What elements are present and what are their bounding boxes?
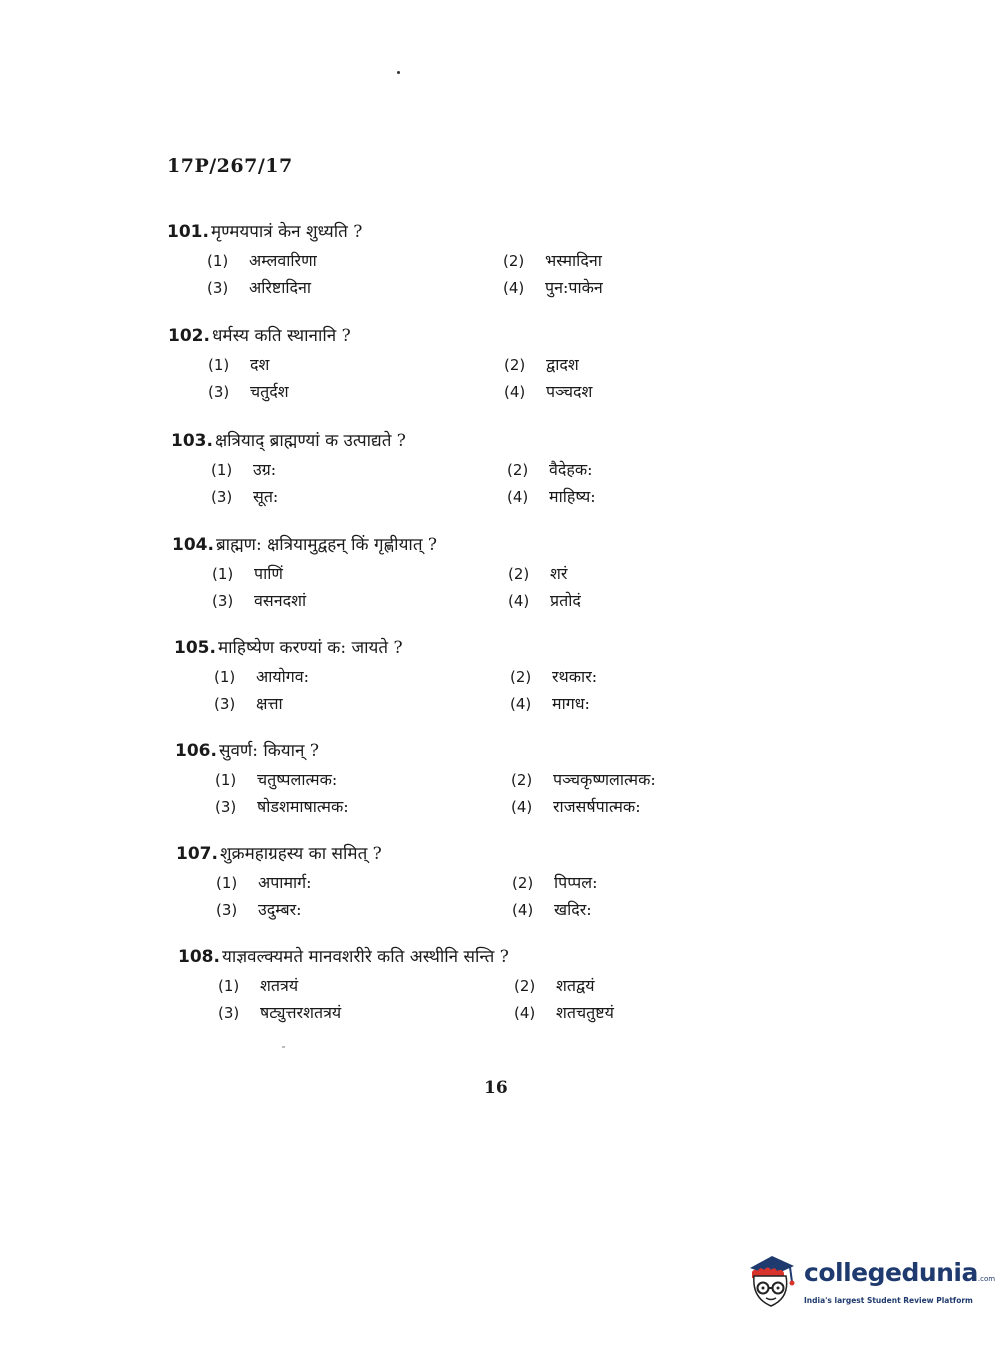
option-number: (2) — [507, 461, 529, 479]
answer-option — [508, 561, 567, 587]
question-item — [178, 943, 738, 1022]
option-number: (1) — [211, 461, 233, 479]
answer-option — [216, 870, 312, 896]
answer-option — [512, 870, 598, 896]
question-number: 105. — [174, 638, 216, 658]
option-number: (1) — [215, 771, 237, 789]
question-line — [167, 218, 727, 246]
option-text: सूत: — [253, 487, 279, 506]
answer-option — [510, 664, 597, 690]
option-text: पुन:पाकेन — [545, 278, 603, 297]
answer-option — [211, 457, 276, 483]
brand-name: collegedunia.com — [804, 1258, 996, 1287]
question-item — [171, 427, 731, 506]
answer-option — [507, 457, 593, 483]
answer-option — [504, 352, 579, 378]
answer-option — [507, 484, 596, 510]
option-text: पञ्चदश — [546, 382, 593, 401]
answer-option — [216, 897, 302, 923]
option-number: (1) — [212, 565, 234, 583]
option-text: अरिष्टादिना — [249, 278, 312, 297]
answer-option — [503, 248, 602, 274]
question-text: शुक्रमहाग्रहस्य का समित् ? — [219, 844, 382, 864]
option-number: (3) — [215, 798, 237, 816]
question-line — [171, 427, 731, 455]
question-number: 101. — [167, 222, 209, 242]
option-text: चतुष्पलात्मक: — [257, 770, 338, 789]
question-text: माहिष्येण करण्यां क: जायते ? — [217, 638, 403, 658]
question-text: ब्राह्मण: क्षत्रियामुद्वहन् किं गृह्णीयात् ? — [215, 535, 438, 555]
question-text: याज्ञवल्क्यमते मानवशरीरे कति अस्थीनि सन्ति ? — [221, 947, 509, 967]
option-number: (2) — [514, 977, 536, 995]
option-number: (2) — [504, 356, 526, 374]
option-number: (3) — [208, 383, 230, 401]
question-item — [175, 737, 735, 816]
question-text: मृण्मयपात्रं केन शुध्यति ? — [210, 222, 363, 242]
option-text: शतत्रयं — [260, 976, 299, 995]
option-number: (4) — [510, 695, 532, 713]
option-number: (3) — [212, 592, 234, 610]
option-number: (1) — [218, 977, 240, 995]
option-number: (4) — [511, 798, 533, 816]
option-text: भस्मादिना — [545, 251, 602, 270]
answer-option — [211, 484, 278, 510]
answer-option — [514, 1000, 614, 1026]
answer-option — [214, 664, 309, 690]
option-text: पाणिं — [254, 564, 283, 583]
option-number: (4) — [504, 383, 526, 401]
answer-option — [218, 973, 298, 999]
question-number: 104. — [172, 535, 214, 555]
option-text: शरं — [550, 564, 568, 583]
option-number: (2) — [508, 565, 530, 583]
answer-option — [511, 767, 656, 793]
option-number: (1) — [208, 356, 230, 374]
option-number: (4) — [507, 488, 529, 506]
brand-tagline: India's largest Student Review Platform — [804, 1296, 973, 1305]
option-number: (3) — [216, 901, 238, 919]
question-text: क्षत्रियाद् ब्राह्मण्यां क उत्पाद्यते ? — [214, 431, 406, 451]
answer-option — [218, 1000, 341, 1026]
question-item — [174, 634, 734, 713]
option-number: (1) — [207, 252, 229, 270]
option-text: उदुम्बर: — [258, 900, 302, 919]
brand-domain-suffix: .com — [977, 1275, 996, 1283]
question-text: सुवर्ण: कियान् ? — [218, 741, 319, 761]
option-text: पञ्चकृष्णलात्मक: — [553, 770, 656, 789]
answer-option — [208, 379, 289, 405]
answer-option — [512, 897, 592, 923]
option-number: (4) — [508, 592, 530, 610]
option-text: क्षत्ता — [256, 694, 283, 713]
answer-option — [508, 588, 581, 614]
answer-option — [510, 691, 590, 717]
answer-option — [208, 352, 269, 378]
answer-option — [207, 275, 311, 301]
option-text: उग्र: — [253, 460, 277, 479]
question-item — [172, 531, 732, 610]
collegedunia-logo[interactable] — [742, 1250, 996, 1320]
option-number: (4) — [512, 901, 534, 919]
question-number: 107. — [176, 844, 218, 864]
option-number: (2) — [511, 771, 533, 789]
option-text: दश — [250, 355, 270, 374]
option-number: (1) — [214, 668, 236, 686]
answer-option — [514, 973, 594, 999]
question-number: 103. — [171, 431, 213, 451]
option-text: पिप्पल: — [554, 873, 598, 892]
answer-option — [214, 691, 283, 717]
question-line — [175, 737, 735, 765]
option-text: द्वादश — [546, 355, 579, 374]
option-number: (3) — [211, 488, 233, 506]
paper-code: 17P/267/17 — [167, 155, 293, 177]
answer-option — [212, 588, 306, 614]
question-line — [174, 634, 734, 662]
answer-option — [207, 248, 317, 274]
question-line — [178, 943, 738, 971]
answer-option — [212, 561, 283, 587]
option-text: षोडशमाषात्मक: — [257, 797, 349, 816]
option-number: (3) — [207, 279, 229, 297]
option-text: माहिष्य: — [549, 487, 596, 506]
question-number: 106. — [175, 741, 217, 761]
option-text: राजसर्षपात्मक: — [553, 797, 641, 816]
option-number: (3) — [214, 695, 236, 713]
option-text: वैदेहक: — [549, 460, 593, 479]
answer-option — [215, 767, 337, 793]
option-number: (4) — [514, 1004, 536, 1022]
option-text: रथकार: — [552, 667, 598, 686]
question-number: 102. — [168, 326, 210, 346]
option-text: मागध: — [552, 694, 590, 713]
mascot-icon — [742, 1252, 800, 1312]
option-text: वसनदशां — [254, 591, 307, 610]
option-text: षट्युत्तरशतत्रयं — [260, 1003, 342, 1022]
option-text: आयोगव: — [256, 667, 310, 686]
option-number: (2) — [503, 252, 525, 270]
question-number: 108. — [178, 947, 220, 967]
answer-option — [503, 275, 603, 301]
page-number: 16 — [484, 1078, 508, 1098]
option-number: (4) — [503, 279, 525, 297]
answer-option — [511, 794, 641, 820]
question-line — [172, 531, 732, 559]
question-line — [168, 322, 728, 350]
option-text: अपामार्ग: — [258, 873, 312, 892]
answer-option — [504, 379, 592, 405]
option-number: (2) — [510, 668, 532, 686]
option-text: शतचतुष्टयं — [556, 1003, 614, 1022]
option-text: प्रतोदं — [550, 591, 581, 610]
option-number: (1) — [216, 874, 238, 892]
option-number: (3) — [218, 1004, 240, 1022]
option-text: खदिर: — [554, 900, 592, 919]
question-line — [176, 840, 736, 868]
answer-option — [215, 794, 349, 820]
option-number: (2) — [512, 874, 534, 892]
question-item — [176, 840, 736, 919]
question-item — [168, 322, 728, 401]
option-text: शतद्वयं — [556, 976, 595, 995]
option-text: अम्लवारिणा — [249, 251, 317, 270]
question-text: धर्मस्य कति स्थानानि ? — [211, 326, 351, 346]
option-text: चतुर्दश — [250, 382, 289, 401]
question-item — [167, 218, 727, 297]
